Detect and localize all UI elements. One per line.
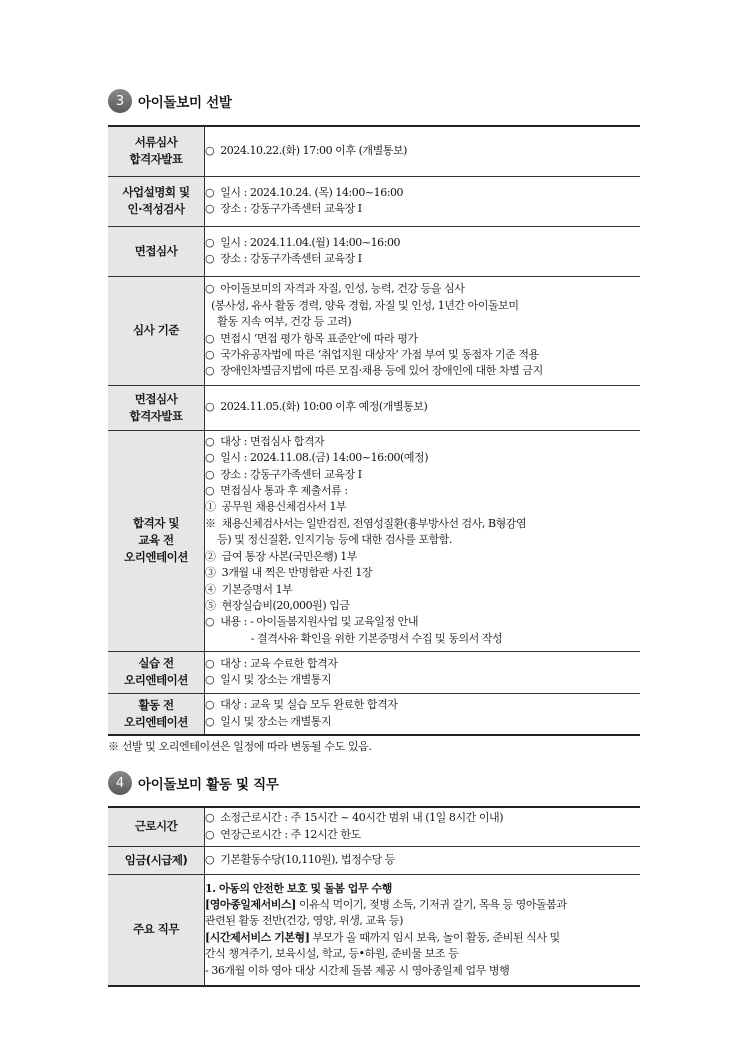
content-line: (봉사성, 유사 활동 경력, 양육 경험, 자질 및 인성, 1년간 아이돌보미 bbox=[205, 298, 519, 312]
row-content bbox=[205, 385, 641, 430]
content-line: ○ 장소 : 강동구가족센터 교육장 I bbox=[205, 202, 362, 215]
row-content bbox=[205, 176, 641, 226]
duties-table bbox=[108, 806, 640, 987]
content-line: ② 급여 통장 사본(국민은행) 1부 bbox=[205, 549, 357, 563]
selection-schedule-table bbox=[108, 125, 640, 736]
content-line: ○ 연장근로시간 : 주 12시간 한도 bbox=[205, 827, 361, 841]
section-3-header bbox=[108, 88, 232, 114]
row-content bbox=[205, 651, 641, 693]
row-content bbox=[205, 226, 641, 276]
table-row bbox=[108, 846, 640, 874]
content-line: 부모가 올 때까지 임시 보육, 놀이 활동, 준비된 식사 및 bbox=[309, 930, 560, 944]
content-line: ④ 기본증명서 1부 bbox=[205, 582, 293, 596]
content-line: ○ 대상 : 면접심사 합격자 bbox=[205, 434, 325, 448]
row-label: 면접심사 bbox=[108, 226, 205, 276]
content-line: ⑤ 현장실습비(20,000원) 입금 bbox=[205, 598, 350, 612]
content-line: ○ 면접시 ‘면접 평가 항목 표준안’에 따라 평가 bbox=[205, 331, 418, 345]
row-content bbox=[205, 276, 641, 385]
content-line: ○ 일시 : 2024.10.24. (목) 14:00~16:00 bbox=[205, 185, 404, 199]
row-content bbox=[205, 807, 641, 846]
table-row bbox=[108, 226, 640, 276]
row-label: 심사 기준 bbox=[108, 276, 205, 385]
table-row bbox=[108, 693, 640, 735]
content-line: - 결격사유 확인을 위한 기본증명서 수집 및 동의서 작성 bbox=[205, 631, 503, 645]
content-line: ○ 기본활동수당(10,110원), 법정수당 등 bbox=[205, 852, 395, 866]
section-title: 아이돌보미 활동 및 직무 bbox=[138, 777, 279, 793]
row-content bbox=[205, 126, 641, 176]
row-label: 합격자 및 교육 전 오리엔테이션 bbox=[108, 430, 205, 651]
content-line: ○ 일시 : 2024.11.08.(금) 14:00~16:00(예정) bbox=[205, 451, 429, 465]
table-row bbox=[108, 276, 640, 385]
table-row bbox=[108, 874, 640, 986]
content-line: ○ 내용 : - 아이돌봄지원사업 및 교육일정 안내 bbox=[205, 615, 419, 629]
content-line: 등) 및 정신질환, 인지기능 등에 대한 검사를 포함함. bbox=[205, 533, 452, 547]
section-title: 아이돌보미 선발 bbox=[138, 95, 232, 111]
row-label: 면접심사 합격자발표 bbox=[108, 385, 205, 430]
row-content bbox=[205, 693, 641, 735]
content-line: 간식 챙겨주기, 보육시설, 학교, 등•하원, 준비물 보조 등 bbox=[205, 947, 459, 961]
row-label: 실습 전 오리엔테이션 bbox=[108, 651, 205, 693]
row-label: 서류심사 합격자발표 bbox=[108, 126, 205, 176]
section-number-badge: 3 bbox=[108, 89, 132, 113]
table-row bbox=[108, 430, 640, 651]
row-label: 근로시간 bbox=[108, 807, 205, 846]
time-service-tag: [시간제서비스 기본형] bbox=[205, 930, 310, 944]
content-line: 관련된 활동 전반(건강, 영양, 위생, 교육 등) bbox=[205, 914, 403, 928]
content-line: ○ 장소 : 강동구가족센터 교육장 I bbox=[205, 467, 362, 481]
content-line: ③ 3개월 내 찍은 반명함판 사진 1장 bbox=[205, 566, 373, 580]
table-row bbox=[108, 385, 640, 430]
content-line: ○ 면접심사 통과 후 제출서류 : bbox=[205, 484, 348, 498]
content-line: - 36개월 이하 영아 대상 시간제 돌봄 제공 시 영아종일제 업무 병행 bbox=[205, 963, 510, 977]
content-line: ○ 일시 및 장소는 개별통지 bbox=[205, 714, 332, 728]
row-content bbox=[205, 874, 641, 986]
table-row bbox=[108, 807, 640, 846]
section-number-badge: 4 bbox=[108, 771, 132, 795]
row-content bbox=[205, 430, 641, 651]
row-label: 사업설명회 및 인·적성검사 bbox=[108, 176, 205, 226]
content-line: ○ 국가유공자법에 따른 ‘취업지원 대상자’ 가점 부여 및 동점자 기준 적용 bbox=[205, 347, 539, 361]
content-line: ○ 대상 : 교육 및 실습 모두 완료한 합격자 bbox=[205, 698, 398, 712]
table-row bbox=[108, 126, 640, 176]
content-line: ○ 일시 : 2024.11.04.(월) 14:00~16:00 bbox=[205, 235, 401, 249]
content-line: ○ 대상 : 교육 수료한 합격자 bbox=[205, 656, 338, 670]
table-row bbox=[108, 176, 640, 226]
content-line: ① 공무원 채용신체검사서 1부 bbox=[205, 500, 347, 514]
infant-service-tag: [영아종일제서비스] bbox=[205, 897, 296, 911]
content-line: 이유식 먹이기, 젖병 소독, 기저귀 갈기, 목욕 등 영아돌봄과 bbox=[295, 897, 567, 911]
content-line: ※ 채용신체검사서는 일반검진, 전염성질환(흉부방사선 검사, B형감염 bbox=[205, 516, 527, 530]
duties-heading: 1. 아동의 안전한 보호 및 돌봄 업무 수행 bbox=[205, 881, 392, 895]
row-content bbox=[205, 846, 641, 874]
content-line: ○ 장애인차별금지법에 따른 모집·채용 등에 있어 장애인에 대한 차별 금지 bbox=[205, 364, 543, 378]
content-line: ○ 일시 및 장소는 개별통지 bbox=[205, 673, 332, 686]
row-label: 활동 전 오리엔테이션 bbox=[108, 693, 205, 735]
section-4-header bbox=[108, 770, 279, 796]
content-line: ○ 아이돌보미의 자격과 자질, 인성, 능력, 건강 등을 심사 bbox=[205, 282, 465, 296]
schedule-change-note: ※ 선발 및 오리엔테이션은 일정에 따라 변동될 수도 있음. bbox=[108, 740, 372, 753]
content-line: ○ 2024.10.22.(화) 17:00 이후 (개별통보) bbox=[205, 144, 407, 158]
row-label: 임금(시급제) bbox=[108, 846, 205, 874]
table-row bbox=[108, 651, 640, 693]
content-line: ○ 소정근로시간 : 주 15시간 ~ 40시간 범위 내 (1일 8시간 이내) bbox=[205, 811, 504, 825]
content-line: ○ 장소 : 강동구가족센터 교육장 I bbox=[205, 252, 362, 265]
content-line: 활동 지속 여부, 건강 등 고려) bbox=[205, 315, 352, 329]
row-label: 주요 직무 bbox=[108, 874, 205, 986]
content-line: ○ 2024.11.05.(화) 10:00 이후 예정(개별통보) bbox=[205, 400, 428, 414]
